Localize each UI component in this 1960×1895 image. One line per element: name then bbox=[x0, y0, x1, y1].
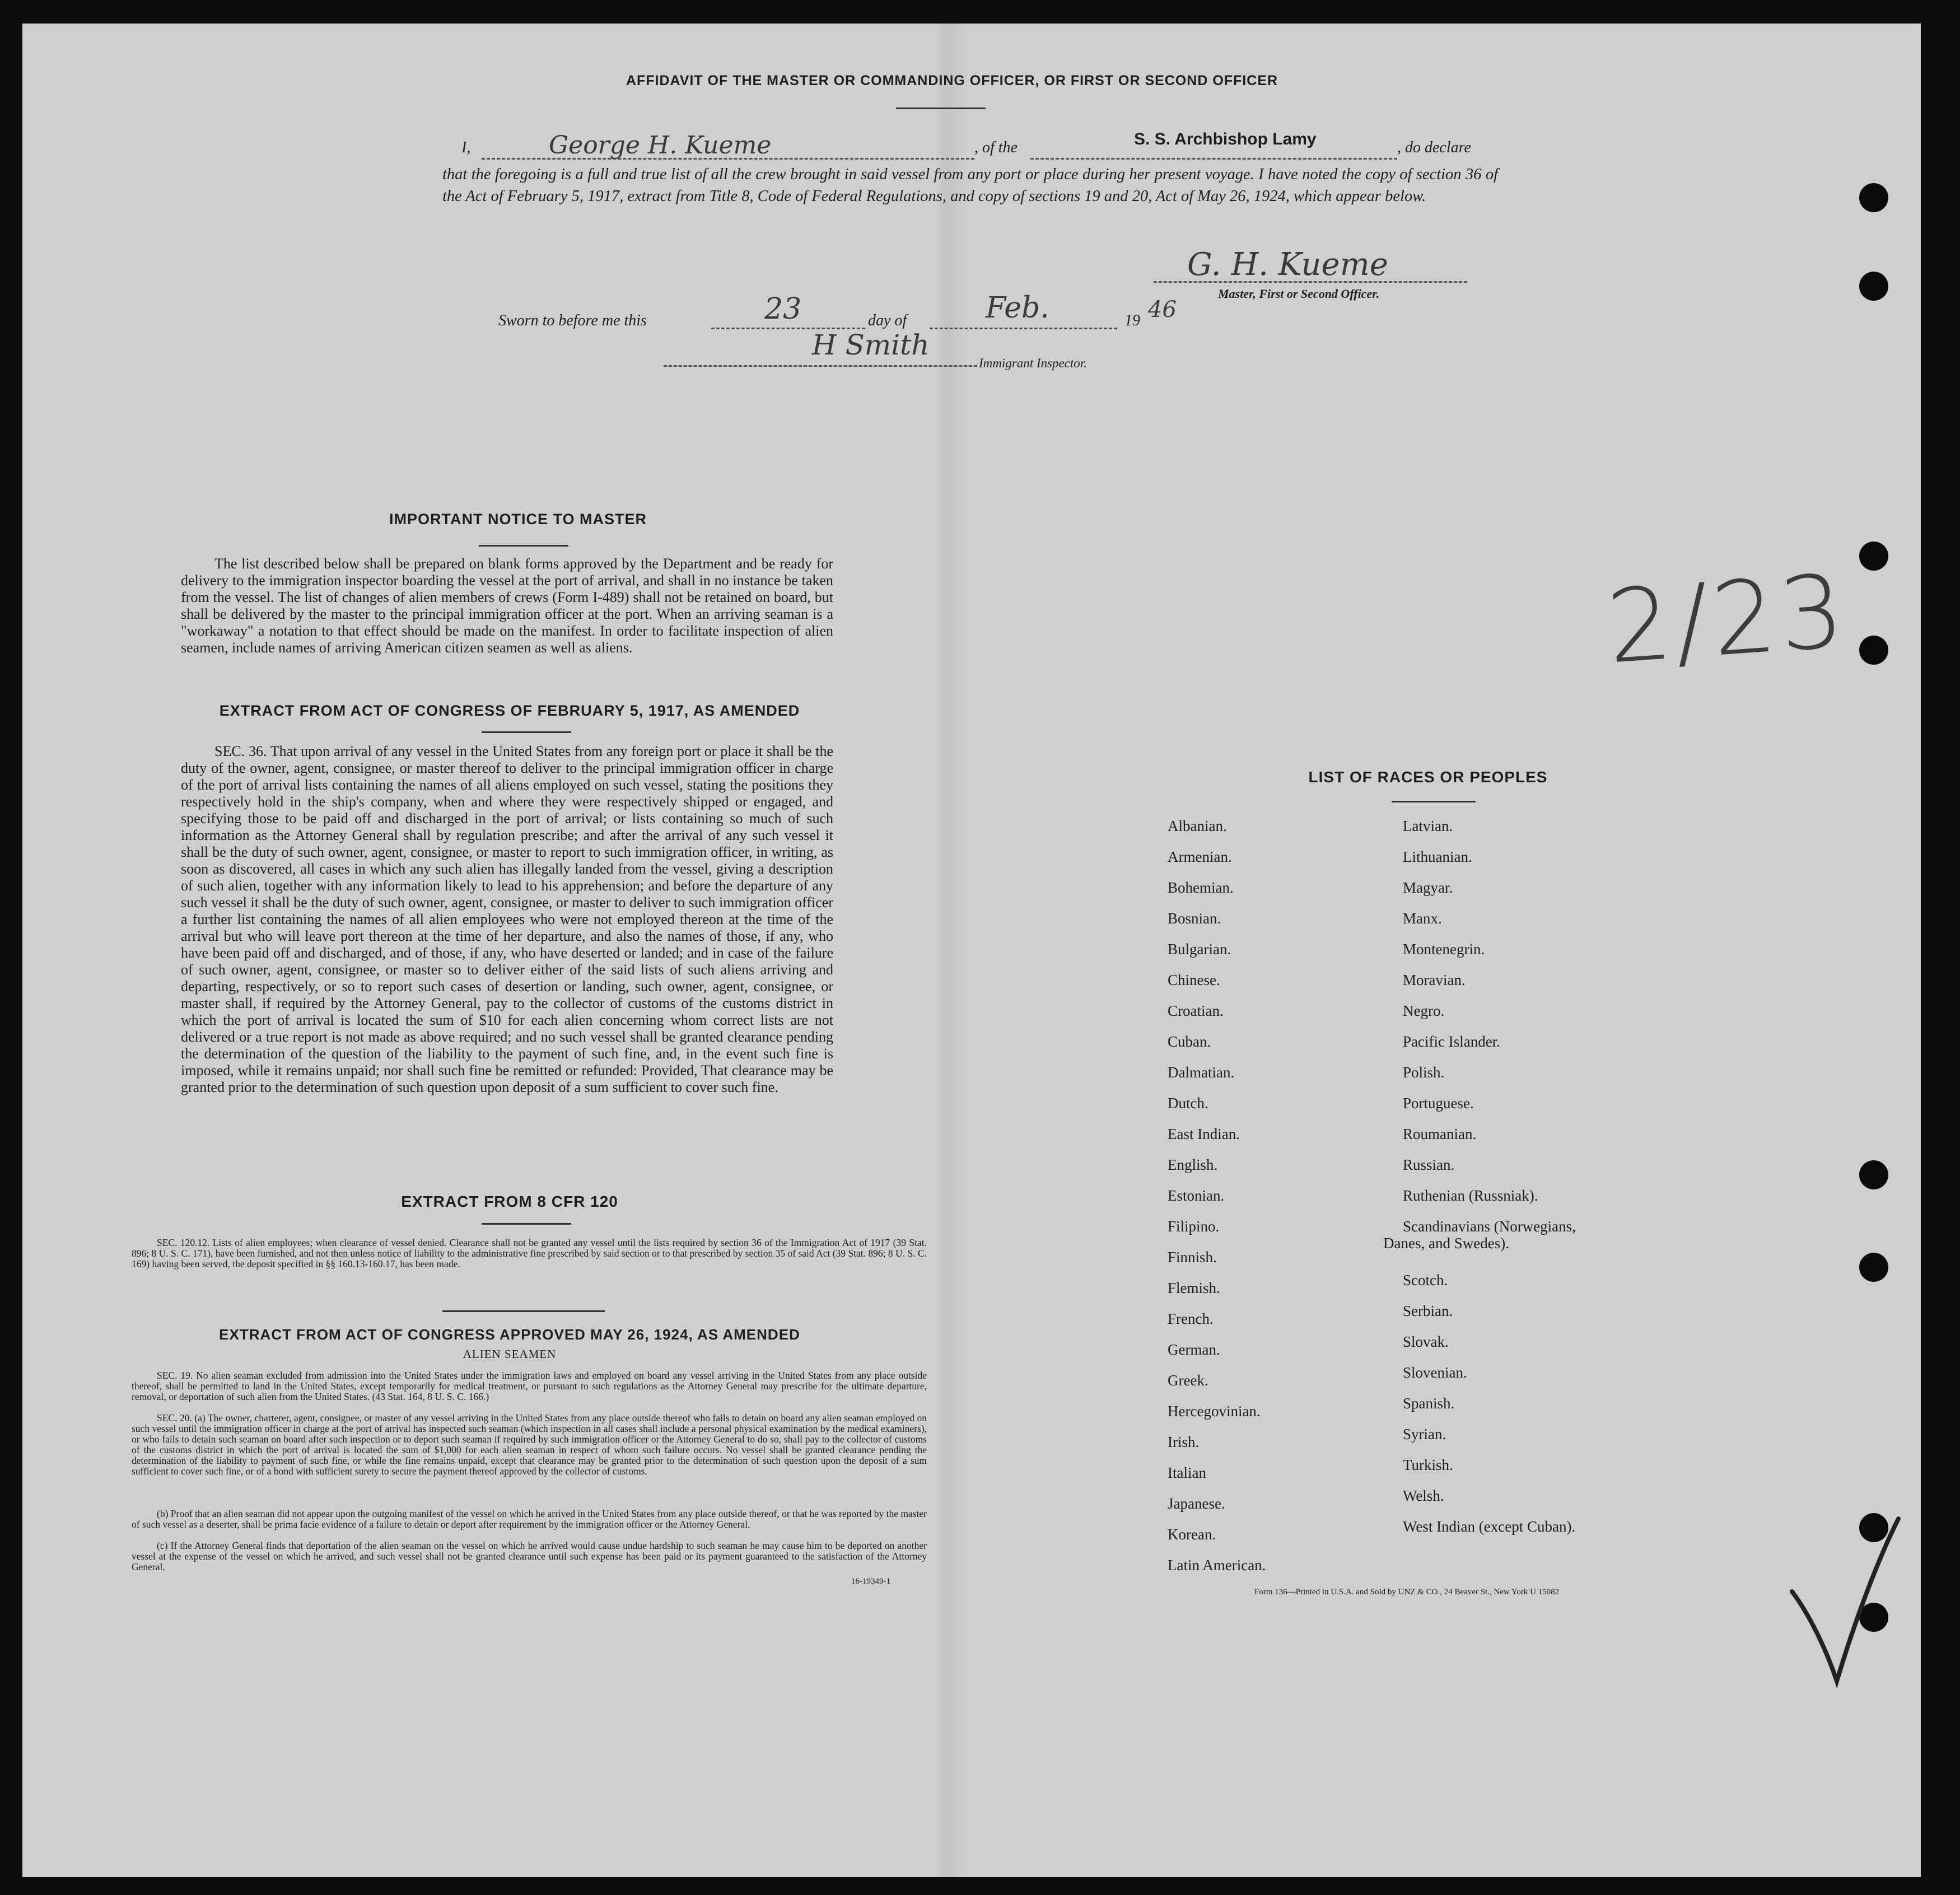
race-item: Bosnian. bbox=[1168, 910, 1221, 927]
binder-hole bbox=[1859, 1160, 1888, 1189]
race-item: Montenegrin. bbox=[1403, 941, 1485, 958]
master-name: George H. Kueme bbox=[549, 131, 772, 160]
year-prefix: 19 bbox=[1124, 312, 1140, 329]
race-item: Magyar. bbox=[1403, 879, 1453, 896]
race-item: Welsh. bbox=[1403, 1487, 1444, 1504]
race-item: Spanish. bbox=[1403, 1395, 1455, 1412]
form-footer: Form 136—Printed in U.S.A. and Sold by UNZ & CO., 24 Beaver St., New York U 15082 bbox=[1254, 1588, 1560, 1597]
race-item: Latin American. bbox=[1168, 1557, 1266, 1574]
extract-1924-title: EXTRACT FROM ACT OF CONGRESS APPROVED MAY 26, 1924, AS AMENDED bbox=[219, 1326, 800, 1343]
race-item: Russian. bbox=[1403, 1156, 1455, 1173]
sworn-label: Sworn to before me this bbox=[498, 312, 647, 329]
race-item: Flemish. bbox=[1168, 1280, 1220, 1296]
extract-1924-subtitle: ALIEN SEAMEN bbox=[463, 1347, 557, 1361]
i-label: I, bbox=[461, 139, 471, 156]
race-item: East Indian. bbox=[1168, 1126, 1240, 1142]
race-item: Manx. bbox=[1403, 910, 1442, 927]
race-item: Serbian. bbox=[1403, 1303, 1453, 1319]
race-item: Italian bbox=[1168, 1464, 1206, 1481]
inspector-line bbox=[664, 365, 977, 367]
races-underline bbox=[1392, 801, 1476, 802]
binder-hole bbox=[1859, 636, 1888, 665]
race-item: Scotch. bbox=[1403, 1272, 1448, 1289]
form-code: 16-19349-1 bbox=[851, 1577, 890, 1586]
race-item: Albanian. bbox=[1168, 818, 1227, 834]
binder-hole bbox=[1859, 542, 1888, 571]
race-item: Negro. bbox=[1403, 1002, 1445, 1019]
sworn-month: Feb. bbox=[986, 291, 1049, 325]
race-item: Dutch. bbox=[1168, 1095, 1208, 1112]
race-item: Hercegovinian. bbox=[1168, 1403, 1261, 1420]
race-item: Armenian. bbox=[1168, 848, 1232, 865]
vessel-name: S. S. Archbishop Lamy bbox=[1134, 130, 1317, 148]
race-item: Chinese. bbox=[1168, 972, 1220, 988]
race-item: Slovenian. bbox=[1403, 1364, 1467, 1381]
race-item: German. bbox=[1168, 1341, 1220, 1358]
binder-hole bbox=[1859, 272, 1888, 301]
extract-1917-body: SEC. 36. That upon arrival of any vessel in the United States from any foreign port or place it shall be the duty of the owner, agent, consignee, or master thereof to deliver to the principal immigration officer in charge of the port of arrival lists containing the names of all aliens employed on such vessel, stating the positions they respectively hold in the ship's company, when and where they were respectively shipped or engaged, and specifying those to be paid off and discharged in the port of arrival; or lists containing so much of such information as the Attorney General shall by regulation prescribe; and after the arrival of any such vessel it shall be the duty of such owner, agent, consignee, or master to report to such immigration officer, in writing, as soon as discovered, all cases in which any such alien has illegally landed from the vessel, giving a description of such alien, together with any information likely to lead to his apprehension; and before the departure of any such vessel it shall be the duty of such owner, agent, consignee, or master to deliver to such immigration officer a further list containing the names of all alien employees who were not employed thereon at the time of the arrival but who will leave port thereon at the time of her departure, and also the names of those, if any, who have been paid off and discharged, and of those, if any, who have deserted or landed; and in case of the failure of such owner, agent, consignee, or master so to deliver either of the said lists of such aliens arriving and departing, respectively, or so to report such cases of desertion or landing, such owner, agent, consignee, or master shall, if required by the Attorney General, pay to the collector of customs of the customs district in which the port of arrival is located the sum of $10 for each alien concerning whom correct lists are not delivered or a true report is not made as above required; and no such vessel shall be granted clearance pending the determination of the question of the liability to the payment of such fine, and, in the event such fine is imposed, while it remains unpaid; nor shall such fine be remitted or refunded: Provided, That clearance may be granted prior to the determination of such question upon deposit of a sum sufficient to cover such fine. bbox=[181, 743, 833, 1095]
race-item: Bulgarian. bbox=[1168, 941, 1231, 958]
race-item: West Indian (except Cuban). bbox=[1403, 1518, 1576, 1535]
extract-1924-sec19: SEC. 19. No alien seaman excluded from admission into the United States under the immigration laws and employed on board any vessel arriving in the United States from any place outside thereof, shall be permitted to land in the United States, except temporarily for medical treatment, or pursuant to such regulations as the Attorney General may prescribe for the ultimate departure, removal, or deportation of such alien from the United States. (43 Stat. 164, 8 U. S. C. 166.) bbox=[132, 1370, 927, 1402]
notice-underline bbox=[479, 545, 568, 547]
race-item: Finnish. bbox=[1168, 1249, 1217, 1266]
extract-cfr-body: SEC. 120.12. Lists of alien employees; when clearance of vessel denied. Clearance shall not be granted any vessel until the lists required by section 36 of the Immigration Act of 1917 (39 Stat. 896; 8 U. S. C. 171), have been furnished, and not then unless notice of liability to the administrative fine prescribed by said section or to that prescribed by section 35 of said Act (39 Stat. 896; 8 U. S. C. 169) having been served, the deposit specified in §§ 160.13-160.17, has been made. bbox=[132, 1237, 927, 1269]
sworn-year: 46 bbox=[1148, 297, 1177, 323]
race-item: Croatian. bbox=[1168, 1002, 1224, 1019]
do-declare-label: , do declare bbox=[1397, 139, 1471, 156]
race-item: Pacific Islander. bbox=[1403, 1033, 1500, 1050]
race-item: Greek. bbox=[1168, 1372, 1208, 1389]
race-item: French. bbox=[1168, 1310, 1214, 1327]
extract-1917-underline bbox=[482, 731, 571, 733]
extract-1924-sec20c: (c) If the Attorney General finds that deportation of the alien seaman on the vessel on which he arrived would cause undue hardship to such seaman he may cause him to be deported on another vessel at the expense of the vessel on which he arrived, and such vessel shall not be granted clearance until such expense has been paid or its payment guaranteed to the satisfaction of the Attorney General. bbox=[132, 1540, 927, 1572]
race-item: Lithuanian. bbox=[1403, 848, 1472, 865]
master-signature-caption: Master, First or Second Officer. bbox=[1218, 287, 1380, 301]
extract-1924-sec20b: (b) Proof that an alien seaman did not appear upon the outgoing manifest of the vessel on which he arrived in the United States from any place outside thereof, or that he was reported by the master of such vessel as a deserter, shall be prima facie evidence of a failure to detain or deport after requirement by the immigration officer or the Attorney General. bbox=[132, 1508, 927, 1530]
extract-cfr-title: EXTRACT FROM 8 CFR 120 bbox=[401, 1193, 618, 1210]
vessel-line bbox=[1030, 158, 1397, 160]
extract-1917-title: EXTRACT FROM ACT OF CONGRESS OF FEBRUARY 5, 1917, AS AMENDED bbox=[219, 702, 800, 719]
race-item: Bohemian. bbox=[1168, 879, 1234, 896]
of-the-label: , of the bbox=[974, 139, 1018, 156]
race-item: Turkish. bbox=[1403, 1457, 1453, 1473]
races-title: LIST OF RACES OR PEOPLES bbox=[1308, 768, 1548, 786]
race-item: Scandinavians (Norwegians, bbox=[1403, 1218, 1576, 1235]
notice-body: The list described below shall be prepared on blank forms approved by the Department and be ready for delivery to the immigration inspector boarding the vessel at the port of arrival, and shall in no instance be taken from the vessel. The list of changes of alien members of crews (Form I-489) shall not be retained on board, but shall be delivered by the master to the principal immigration officer at the port. When an arriving seaman is a "workaway" a notation to that effect should be made on the manifest. In order to facilitate inspection of alien seamen, include names of arriving American citizen seamen as well as aliens. bbox=[181, 556, 833, 656]
race-item: Filipino. bbox=[1168, 1218, 1220, 1235]
race-item: Irish. bbox=[1168, 1434, 1200, 1450]
binder-hole bbox=[1859, 183, 1888, 212]
race-item: Estonian. bbox=[1168, 1187, 1225, 1204]
race-item: Moravian. bbox=[1403, 972, 1466, 988]
month-line bbox=[930, 328, 1117, 329]
title-underline bbox=[896, 108, 986, 109]
race-item: Korean. bbox=[1168, 1526, 1216, 1543]
day-of-label: day of bbox=[868, 312, 907, 329]
affidavit-body: that the foregoing is a full and true list of all the crew brought in said vessel from any port or place during her present voyage. I have noted the copy of section 36 of the Act of February 5, 1917, extract from Title 8, Code of Federal Regulations, and copy of sections 19 and 20, Act of May 26, 1924, which appear below. bbox=[442, 166, 1498, 205]
sworn-day: 23 bbox=[764, 292, 802, 326]
section-divider bbox=[442, 1310, 605, 1312]
race-item: Danes, and Swedes). bbox=[1383, 1235, 1509, 1252]
race-item: Portuguese. bbox=[1403, 1095, 1474, 1112]
document-page bbox=[22, 24, 1921, 1877]
race-item: Cuban. bbox=[1168, 1033, 1211, 1050]
notice-title: IMPORTANT NOTICE TO MASTER bbox=[389, 511, 647, 528]
handwritten-check-mark bbox=[1775, 1513, 1904, 1698]
extract-cfr-underline bbox=[482, 1223, 571, 1225]
race-item: English. bbox=[1168, 1156, 1218, 1173]
inspector-caption: Immigrant Inspector. bbox=[979, 356, 1087, 370]
handwritten-date: 2/23 bbox=[1603, 553, 1851, 687]
inspector-signature: H Smith bbox=[812, 329, 930, 361]
race-item: Dalmatian. bbox=[1168, 1064, 1235, 1081]
binder-hole bbox=[1859, 1253, 1888, 1282]
race-item: Syrian. bbox=[1403, 1426, 1446, 1443]
affidavit-title: AFFIDAVIT OF THE MASTER OR COMMANDING OFFICER, OR FIRST OR SECOND OFFICER bbox=[626, 73, 1278, 88]
race-item: Japanese. bbox=[1168, 1495, 1225, 1512]
extract-1924-sec20a: SEC. 20. (a) The owner, charterer, agent, consignee, or master of any vessel arriving in the United States from any place outside thereof who fails to detain on board any alien seaman employed on such vessel until the immigration officer in charge at the port of arrival has inspected such seaman (which inspection in all cases shall include a personal physical examination by the medical examiners), or who fails to detain such seaman on board after such inspection or to deport such seaman if required by such immigration officer or the Attorney General to do so, shall pay to the collector of customs of the customs district in which the port of arrival is located the sum of $1,000 for each alien seaman in respect of whom such failure occurs. No vessel shall be granted clearance pending the determination of the liability to payment of such fine, or while the fine remains unpaid, except that clearance may be granted prior to the determination of such question upon the deposit of a sum sufficient to cover such fine, or of a bond with sufficient surety to secure the payment thereof approved by the collector of customs. bbox=[132, 1412, 927, 1477]
race-item: Latvian. bbox=[1403, 818, 1453, 834]
race-item: Roumanian. bbox=[1403, 1126, 1477, 1142]
race-item: Slovak. bbox=[1403, 1333, 1449, 1350]
master-signature: G. H. Kueme bbox=[1187, 246, 1388, 283]
race-item: Polish. bbox=[1403, 1064, 1445, 1081]
race-item: Ruthenian (Russniak). bbox=[1403, 1187, 1538, 1204]
